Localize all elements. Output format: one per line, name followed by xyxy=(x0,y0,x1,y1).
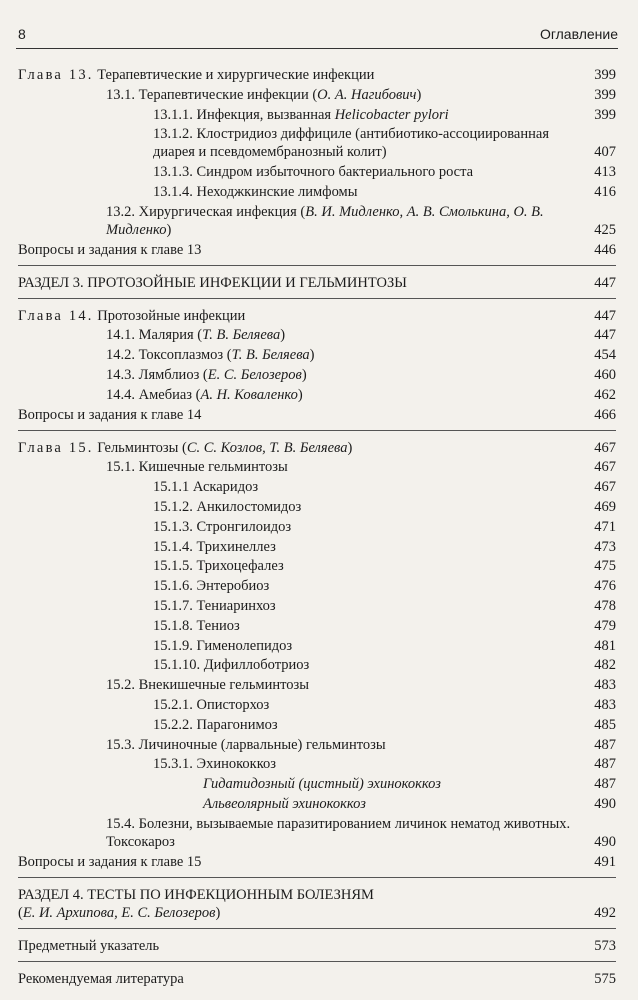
page-ref: 491 xyxy=(594,853,616,870)
divider xyxy=(18,928,616,929)
toc-part-3[interactable] xyxy=(18,274,616,292)
section-author: А. Н. Коваленко xyxy=(200,386,298,403)
subsection-title: 13.1.4. Неходжкинские лимфомы xyxy=(153,183,358,200)
page-ref: 490 xyxy=(594,833,616,850)
page-ref: 471 xyxy=(594,518,616,535)
close-paren: ) xyxy=(297,386,303,403)
divider xyxy=(18,430,616,431)
part-author: Е. И. Архипова, Е. С. Белозеров xyxy=(22,904,216,921)
toc-subsection-13-1-2[interactable] xyxy=(18,125,616,161)
toc-section-14-4[interactable] xyxy=(18,386,616,404)
part-title: РАЗДЕЛ 4. ТЕСТЫ ПО ИНФЕКЦИОННЫМ БОЛЕЗНЯМ xyxy=(18,886,374,903)
toc-subsection-15-2-1[interactable] xyxy=(18,696,616,714)
divider xyxy=(18,961,616,962)
toc-section-14-2[interactable] xyxy=(18,346,616,364)
close-paren: ) xyxy=(347,439,353,456)
toc-subsection[interactable] xyxy=(18,637,616,655)
toc-subsection-15-2-2[interactable] xyxy=(18,716,616,734)
chapter-label: Глава 13. xyxy=(18,67,94,83)
section-author: О. А. Нагибович xyxy=(317,86,417,103)
subsection-title: 13.1.2. Клостридиоз диффициле (антибиотико-ассоциированная диарея и псевдомембранозный колит) xyxy=(153,126,549,161)
subsection-title: 13.1.1. Инфекция, вызванная xyxy=(153,106,335,123)
section-title: 13.1. Терапевтические инфекции ( xyxy=(106,86,318,103)
subsection-title: 15.1.5. Трихоцефалез xyxy=(153,558,284,575)
toc-subsection[interactable] xyxy=(18,478,616,496)
part-title: РАЗДЕЛ 3. ПРОТОЗОЙНЫЕ ИНФЕКЦИИ И ГЕЛЬМИНТОЗЫ xyxy=(18,274,407,291)
open-paren: ( xyxy=(18,904,23,921)
questions-title: Вопросы и задания к главе 13 xyxy=(18,241,202,258)
toc-questions-14[interactable] xyxy=(18,406,616,424)
toc-subsection-13-1-3[interactable] xyxy=(18,163,616,181)
subsection-title: 15.1.2. Анкилостомидоз xyxy=(153,498,302,515)
section-title: 15.3. Личиночные (ларвальные) гельминтозы xyxy=(106,736,386,753)
toc-section-14-1[interactable] xyxy=(18,326,616,344)
page-ref: 485 xyxy=(594,716,616,733)
page-number: 8 xyxy=(18,26,26,42)
toc-subsection[interactable] xyxy=(18,597,616,615)
subsection-title: 15.2.1. Описторхоз xyxy=(153,696,270,713)
page-ref: 467 xyxy=(594,459,616,476)
section-title: 15.1. Кишечные гельминтозы xyxy=(106,459,288,476)
section-author: Т. В. Беляева xyxy=(231,347,310,364)
subsection-title: 15.1.4. Трихинеллез xyxy=(153,538,276,555)
page-ref: 466 xyxy=(594,406,616,423)
toc-subsection[interactable] xyxy=(18,518,616,536)
subsection-title: 15.2.2. Парагонимоз xyxy=(153,716,278,733)
toc-subsection-13-1-4[interactable] xyxy=(18,183,616,201)
divider xyxy=(18,877,616,878)
close-paren: ) xyxy=(166,221,172,238)
page-ref: 478 xyxy=(594,597,616,614)
section-title: 15.4. Болезни, вызываемые паразитированием личинок нематод животных. Токсокароз xyxy=(106,815,571,850)
page-ref: 467 xyxy=(594,479,616,496)
page-header xyxy=(16,22,618,49)
page-ref: 483 xyxy=(594,696,616,713)
page-ref: 399 xyxy=(594,67,616,83)
close-paren: ) xyxy=(416,86,422,103)
page-ref: 479 xyxy=(594,617,616,634)
toc-item-alveolar[interactable] xyxy=(18,795,616,813)
section-author: Е. С. Белозеров xyxy=(207,366,302,383)
page-ref: 490 xyxy=(594,795,616,812)
page-ref: 476 xyxy=(594,578,616,595)
page-ref: 454 xyxy=(594,347,616,364)
toc-chapter-13[interactable] xyxy=(18,66,616,84)
toc-subsection[interactable] xyxy=(18,498,616,516)
page-ref: 487 xyxy=(594,776,616,793)
section-title: 14.2. Токсоплазмоз ( xyxy=(106,347,232,364)
page-ref: 425 xyxy=(594,221,616,238)
divider xyxy=(18,298,616,299)
toc-subsection[interactable] xyxy=(18,538,616,556)
chapter-label: Глава 15. xyxy=(18,439,94,456)
page-ref: 407 xyxy=(594,144,616,161)
divider xyxy=(18,265,616,266)
subsection-title: 15.1.7. Тениаринхоз xyxy=(153,597,276,614)
toc-subsection-15-3-1[interactable] xyxy=(18,755,616,773)
section-title: 13.2. Хирургическая инфекция ( xyxy=(106,203,306,220)
subsection-title: 15.1.3. Стронгилоидоз xyxy=(153,518,292,535)
subsection-title: 15.3.1. Эхинококкоз xyxy=(153,756,276,773)
section-author: Т. В. Беляева xyxy=(202,327,281,344)
page-ref: 573 xyxy=(594,937,616,954)
toc-part-4[interactable] xyxy=(18,886,616,922)
page-ref: 447 xyxy=(594,327,616,344)
section-title: 14.1. Малярия ( xyxy=(106,327,203,344)
literature-title: Рекомендуемая литература xyxy=(18,970,184,987)
page-ref: 492 xyxy=(594,904,616,921)
chapter-title: Протозойные инфекции xyxy=(97,307,246,324)
table-of-contents xyxy=(18,66,616,989)
toc-item-hydatid[interactable] xyxy=(18,775,616,793)
subsection-title: 15.1.9. Гименолепидоз xyxy=(153,637,293,654)
toc-chapter-15[interactable] xyxy=(18,439,616,457)
page-ref: 446 xyxy=(594,241,616,258)
section-title: 14.3. Лямблиоз ( xyxy=(106,366,208,383)
page-ref: 413 xyxy=(594,164,616,181)
page-ref: 482 xyxy=(594,657,616,674)
subsection-title: 13.1.3. Синдром избыточного бактериального роста xyxy=(153,164,474,181)
toc-chapter-14[interactable] xyxy=(18,307,616,325)
subsection-title: 15.1.1 Аскаридоз xyxy=(153,479,259,496)
page-ref: 481 xyxy=(594,637,616,654)
index-title: Предметный указатель xyxy=(18,937,160,954)
close-paren: ) xyxy=(301,366,307,383)
page-ref: 399 xyxy=(594,86,616,103)
close-paren: ) xyxy=(215,904,221,921)
page-ref: 475 xyxy=(594,558,616,575)
page-ref: 416 xyxy=(594,183,616,200)
page-ref: 462 xyxy=(594,386,616,403)
toc-subsection[interactable] xyxy=(18,577,616,595)
toc-questions-15[interactable] xyxy=(18,853,616,871)
toc-subsection[interactable] xyxy=(18,656,616,674)
item-title: Гидатидозный (цистный) эхинококкоз xyxy=(203,776,441,793)
page-ref: 467 xyxy=(594,439,616,456)
chapter-title: Гельминтозы ( xyxy=(97,439,187,456)
questions-title: Вопросы и задания к главе 14 xyxy=(18,406,202,423)
page-ref: 487 xyxy=(594,736,616,753)
toc-section-13-2[interactable] xyxy=(18,203,616,239)
questions-title: Вопросы и задания к главе 15 xyxy=(18,853,202,870)
toc-subsection[interactable] xyxy=(18,557,616,575)
latin-name: Helicobacter pylori xyxy=(334,106,449,123)
page-ref: 473 xyxy=(594,538,616,555)
page-ref: 575 xyxy=(594,970,616,987)
toc-section-15-3[interactable] xyxy=(18,736,616,754)
toc-section-15-1[interactable] xyxy=(18,458,616,476)
section-author: В. И. Мидленко, А. В. Смолькина, О. В. Мидленко xyxy=(106,203,544,238)
section-title: 15.2. Внекишечные гельминтозы xyxy=(106,677,309,694)
close-paren: ) xyxy=(309,347,315,364)
subsection-title: 15.1.6. Энтеробиоз xyxy=(153,578,270,595)
page-ref: 487 xyxy=(594,756,616,773)
chapter-label: Глава 14. xyxy=(18,307,94,324)
chapter-title: Терапевтические и хирургические инфекции xyxy=(97,67,375,83)
toc-literature[interactable] xyxy=(18,970,616,988)
page-ref: 399 xyxy=(594,106,616,123)
toc-subject-index[interactable] xyxy=(18,937,616,955)
subsection-title: 15.1.8. Тениоз xyxy=(153,617,240,634)
subsection-title: 15.1.10. Дифиллоботриоз xyxy=(153,657,310,674)
chapter-author: С. С. Козлов, Т. В. Беляева xyxy=(186,439,348,456)
page-ref: 447 xyxy=(594,307,616,324)
page-ref: 483 xyxy=(594,677,616,694)
toc-section-14-3[interactable] xyxy=(18,366,616,384)
close-paren: ) xyxy=(280,327,286,344)
toc-section-13-1[interactable] xyxy=(18,86,616,104)
toc-section-15-4[interactable] xyxy=(18,815,616,851)
page-ref: 460 xyxy=(594,366,616,383)
item-title: Альвеолярный эхинококкоз xyxy=(203,795,366,812)
page-ref: 447 xyxy=(594,274,616,291)
toc-questions-13[interactable] xyxy=(18,241,616,259)
toc-section-15-2[interactable] xyxy=(18,676,616,694)
section-title: 14.4. Амебиаз ( xyxy=(106,386,201,403)
toc-subsection[interactable] xyxy=(18,617,616,635)
page-ref: 469 xyxy=(594,498,616,515)
running-title: Оглавление xyxy=(539,26,618,42)
toc-subsection-13-1-1[interactable] xyxy=(18,106,616,124)
